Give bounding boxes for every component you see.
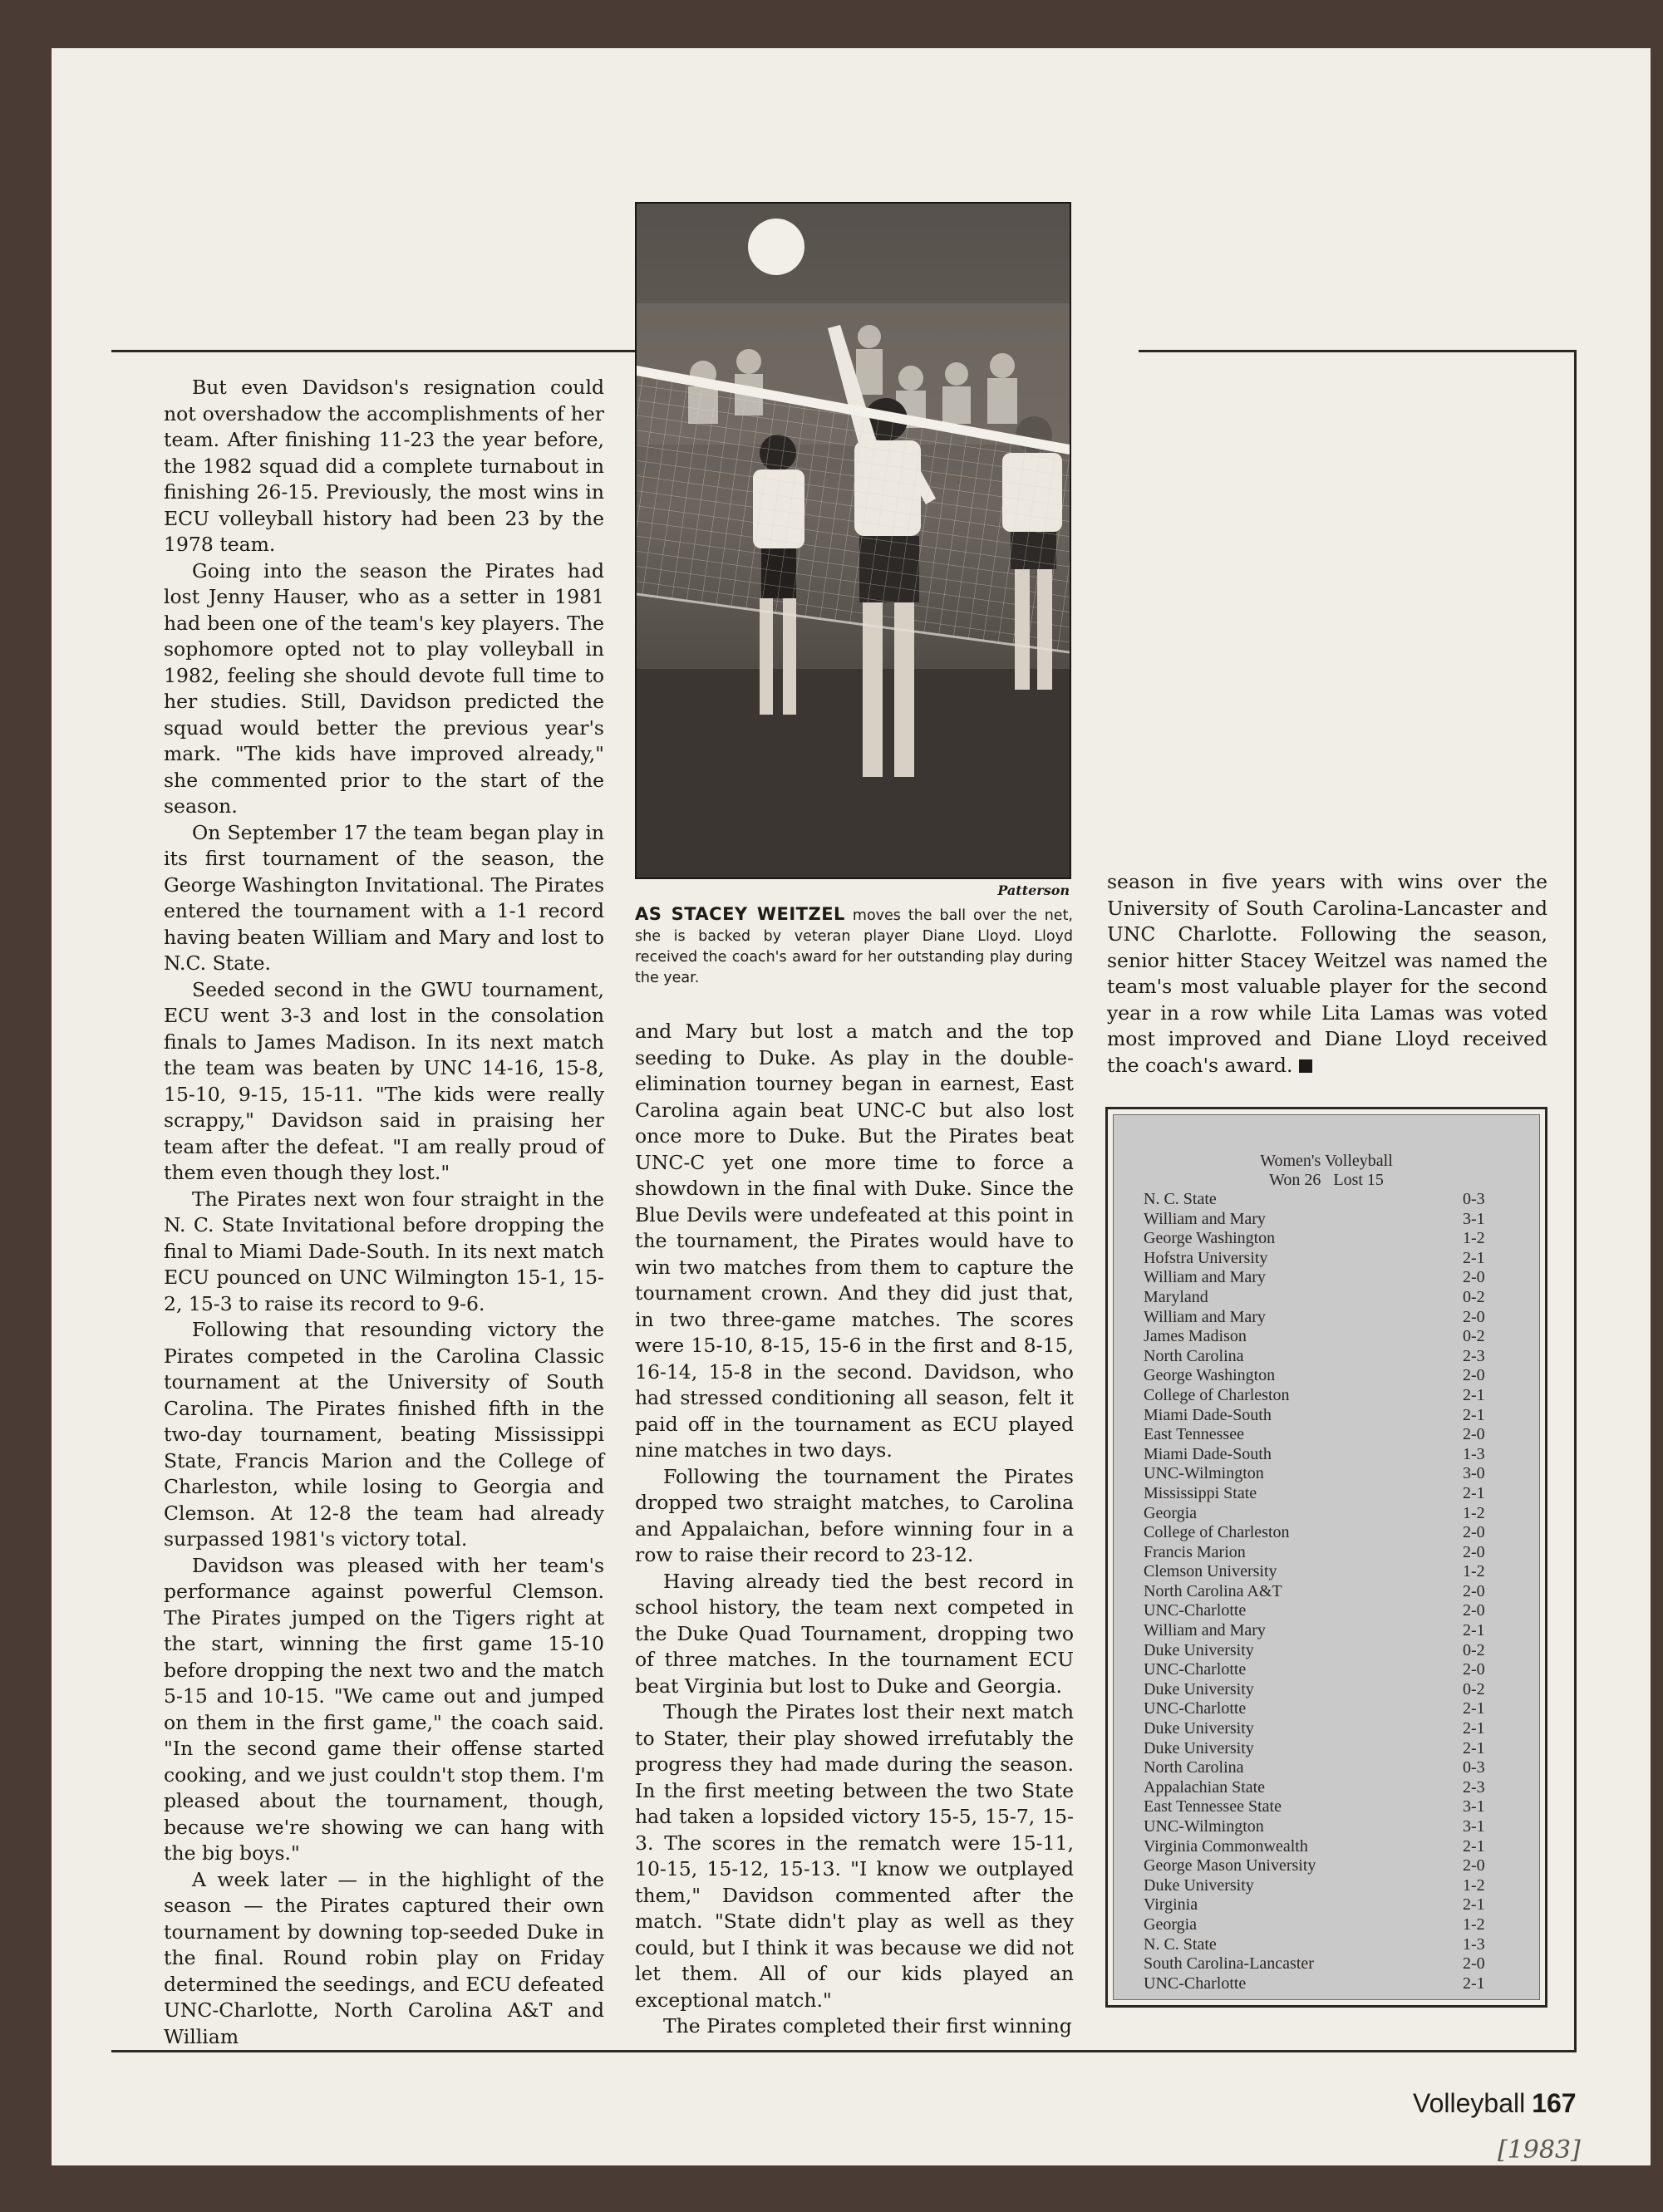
opponent-name: East Tennessee State (1144, 1797, 1282, 1816)
match-score: 0-2 (1463, 1287, 1485, 1306)
paragraph: The Pirates next won four straight in the N. C. State Invitational before dropping the final to Miami Dade-South. In its next match ECU pounced on UNC Wilmington 15-1, 15-2, 15-3 to raise its record to 9-6. (164, 1187, 604, 1315)
paragraph: Following the tournament the Pirates dropped two straight matches, to Carolina and Appalaichan, before winning four in a row to raise their record to 23-12. (635, 1464, 1074, 1566)
record-heading: Women's Volleyball (1260, 1152, 1393, 1170)
record-row (1144, 1699, 1513, 1719)
opponent-name: Mississippi State (1144, 1483, 1257, 1502)
opponent-name: College of Charleston (1144, 1523, 1290, 1542)
record-row (1144, 1543, 1513, 1563)
match-score: 2-3 (1463, 1777, 1485, 1797)
opponent-name: N. C. State (1144, 1190, 1217, 1208)
record-row (1144, 1268, 1513, 1288)
opponent-name: UNC-Charlotte (1144, 1974, 1247, 1993)
record-summary: Won 26 Lost 15 (1269, 1171, 1384, 1189)
opponent-name: Maryland (1144, 1287, 1208, 1306)
match-score: 2-0 (1463, 1581, 1485, 1600)
paragraph: A week later — in the highlight of the season — the Pirates captured their own tournament by downing top-seeded Duke in the final. Round robin play on Friday determined the seedings, and ECU defeated UNC-Charlotte, North Carolina A&T and William (164, 1867, 604, 2048)
record-row (1144, 1974, 1513, 1994)
record-row (1144, 1758, 1513, 1778)
paragraph: Davidson was pleased with her team's performance against powerful Clemson. The Pirates jumped on the Tigers right at the start, winning the first game 15-10 before dropping the next two and the match 5-15 and 10-15. "We came out and jumped on them in the first game," the coach said. "In the second game their offense started cooking, and we just couldn't stop them. I'm pleased about the tournament, though, because we're showing we can hang with the big boys." (164, 1553, 604, 1865)
opponent-name: UNC-Charlotte (1144, 1699, 1247, 1718)
match-score: 0-2 (1463, 1679, 1485, 1698)
record-row (1144, 1229, 1513, 1249)
caption-text: moves the ball over the net, she is backed by veteran player Diane Lloyd. Lloyd received the coach's award for her outstanding play during the year. (635, 907, 1073, 986)
match-score: 2-0 (1463, 1601, 1485, 1620)
record-row (1144, 1249, 1513, 1269)
match-score: 2-1 (1463, 1483, 1485, 1502)
end-mark-icon (1299, 1059, 1312, 1073)
page-number: 167 (1532, 2088, 1577, 2118)
record-row (1144, 1210, 1513, 1230)
match-score: 2-0 (1463, 1425, 1485, 1444)
paragraph: and Mary but lost a match and the top seeding to Duke. As play in the double-elimination tourney began in earnest, East Carolina again beat UNC-C but also lost once more to Duke. But the Pirates beat UNC-C yet one more time to force a showdown in the final with Duke. Since the Blue Devils were undefeated at this point in the tournament, the Pirates would have to win two matches from them to capture the tournament crown. And they did just that, in two three-game matches. The scores were 15-10, 8-15, 15-6 in the first and 8-15, 16-14, 15-8 in the second. Davidson, who had stressed conditioning all season, felt it paid off in the tournament as ECU played nine matches in two days. (635, 1020, 1074, 1462)
volleyball-photo (635, 202, 1071, 879)
match-score: 3-0 (1463, 1464, 1485, 1483)
opponent-name: George Washington (1144, 1366, 1276, 1385)
record-row (1144, 1817, 1513, 1837)
match-score: 1-2 (1463, 1503, 1485, 1522)
record-row (1144, 1876, 1513, 1896)
opponent-name: Duke University (1144, 1719, 1254, 1738)
record-row (1144, 1660, 1513, 1680)
record-row (1144, 1778, 1513, 1798)
record-row (1144, 1582, 1513, 1602)
record-row (1144, 1190, 1513, 1210)
opponent-name: N. C. State (1144, 1934, 1217, 1954)
record-row (1144, 1386, 1513, 1406)
record-row (1144, 1935, 1513, 1955)
match-score: 2-0 (1463, 1542, 1485, 1561)
opponent-name: Appalachian State (1144, 1777, 1266, 1797)
record-row (1144, 1327, 1513, 1347)
opponent-name: William and Mary (1144, 1307, 1266, 1326)
article-column-1 (164, 375, 604, 2050)
opponent-name: UNC-Wilmington (1144, 1464, 1264, 1483)
opponent-name: Duke University (1144, 1875, 1254, 1895)
record-row (1144, 1445, 1513, 1465)
match-score: 0-3 (1463, 1758, 1485, 1777)
match-score: 0-3 (1463, 1190, 1485, 1208)
opponent-name: Virginia (1144, 1895, 1198, 1915)
opponent-name: North Carolina (1144, 1758, 1244, 1777)
match-score: 2-0 (1463, 1307, 1485, 1326)
record-row (1144, 1308, 1513, 1328)
opponent-name: UNC-Charlotte (1144, 1660, 1247, 1679)
record-row (1144, 1895, 1513, 1915)
opponent-name: College of Charleston (1144, 1385, 1290, 1404)
page-footer (1413, 2088, 1577, 2119)
match-score: 3-1 (1463, 1209, 1485, 1228)
match-score: 2-1 (1463, 1248, 1485, 1267)
match-score: 2-1 (1463, 1974, 1485, 1993)
record-row (1144, 1366, 1513, 1386)
opponent-name: Georgia (1144, 1915, 1198, 1934)
handwritten-year: [1983] (1498, 2136, 1581, 2165)
section-name: Volleyball (1413, 2088, 1526, 2118)
match-score: 1-3 (1463, 1444, 1485, 1463)
paragraph (1107, 869, 1547, 1079)
magazine-page (52, 48, 1651, 2165)
opponent-name: Duke University (1144, 1738, 1254, 1757)
paragraph: The Pirates completed their first winning (663, 2014, 1072, 2037)
opponent-name: George Mason University (1144, 1856, 1316, 1875)
match-score: 2-1 (1463, 1836, 1485, 1856)
opponent-name: Francis Marion (1144, 1542, 1246, 1561)
match-score: 2-0 (1463, 1954, 1485, 1974)
record-row (1144, 1797, 1513, 1817)
match-score: 2-1 (1463, 1699, 1485, 1718)
record-row (1144, 1915, 1513, 1935)
record-list (1144, 1190, 1513, 1993)
record-panel (1113, 1114, 1540, 2000)
match-score: 2-0 (1463, 1268, 1485, 1287)
paragraph: Going into the season the Pirates had lost Jenny Hauser, who as a setter in 1981 had been one of the team's key players. The sophomore opted not to play volleyball in 1982, feeling she should devote full time to her studies. Still, Davidson predicted the squad would better the previous year's mark. "The kids have improved already," she commented prior to the start of the season. (164, 558, 604, 818)
paragraph: On September 17 the team began play in its first tournament of the season, the George Washington Invitational. The Pirates entered the tournament with a 1-1 record having beaten William and Mary and lost to N.C. State. (164, 820, 604, 975)
match-score: 1-2 (1463, 1915, 1485, 1934)
paragraph: Though the Pirates lost their next match to Stater, their play showed irrefutably the progress they had made during the season. In the first meeting between the two State had taken a lopsided victory 15-5, 15-7, 15-3. The scores in the rematch were 15-11, 10-15, 15-12, 15-13. "I know we outplayed them," Davidson commented after the match. "State didn't play as well as they could, but I think it was because we did not let them. All of our kids played an exceptional match." (635, 1700, 1074, 2012)
opponent-name: North Carolina A&T (1144, 1581, 1282, 1600)
opponent-name: North Carolina (1144, 1346, 1244, 1365)
opponent-name: William and Mary (1144, 1268, 1266, 1287)
match-score: 1-2 (1463, 1875, 1485, 1895)
match-score: 2-1 (1463, 1895, 1485, 1915)
record-row (1144, 1954, 1513, 1974)
opponent-name: Duke University (1144, 1640, 1254, 1659)
match-score: 3-1 (1463, 1817, 1485, 1836)
record-row (1144, 1347, 1513, 1367)
match-score: 3-1 (1463, 1797, 1485, 1816)
record-row (1144, 1680, 1513, 1700)
photo-caption (635, 904, 1073, 989)
closing-text: season in five years with wins over the University of South Carolina-Lancaster and UNC Charlotte. Following the season, senior hitter Stacey Weitzel was named the team's most valuable player for the second year in a row while Lita Lamas was voted most improved and Diane Lloyd received the coach's award. (1107, 870, 1547, 1077)
match-score: 0-2 (1463, 1640, 1485, 1659)
paragraph: Seeded second in the GWU tournament, ECU went 3-3 and lost in the consolation finals to James Madison. In its next match the team was beaten by UNC 14-16, 15-8, 15-10, 9-15, 15-11. "The kids were really scrappy," Davidson said in praising her team after the defeat. "I am really proud of them even though they lost." (164, 977, 604, 1184)
match-score: 2-3 (1463, 1346, 1485, 1365)
record-row (1144, 1837, 1513, 1857)
record-row (1144, 1601, 1513, 1621)
record-row (1144, 1621, 1513, 1641)
match-score: 1-3 (1463, 1934, 1485, 1954)
opponent-name: UNC-Wilmington (1144, 1817, 1264, 1836)
match-score: 0-2 (1463, 1327, 1485, 1346)
match-score: 2-0 (1463, 1856, 1485, 1875)
match-score: 2-1 (1463, 1738, 1485, 1757)
record-row (1144, 1719, 1513, 1739)
paragraph: But even Davidson's resignation could not overshadow the accomplishments of her team. After finishing 11-23 the year before, the 1982 squad did a complete turnabout in finishing 26-15. Previously, the most wins in ECU volleyball history had been 23 by the 1978 team. (164, 376, 604, 556)
opponent-name: South Carolina-Lancaster (1144, 1954, 1314, 1974)
match-score: 2-0 (1463, 1523, 1485, 1542)
record-row (1144, 1288, 1513, 1308)
match-score: 1-2 (1463, 1562, 1485, 1581)
opponent-name: Hofstra University (1144, 1248, 1268, 1267)
record-row (1144, 1562, 1513, 1582)
match-score: 1-2 (1463, 1229, 1485, 1248)
record-row (1144, 1484, 1513, 1504)
opponent-name: East Tennessee (1144, 1425, 1244, 1444)
match-score: 2-1 (1463, 1621, 1485, 1640)
opponent-name: UNC-Charlotte (1144, 1601, 1247, 1620)
paragraph: Following that resounding victory the Pirates competed in the Carolina Classic tournament at the University of South Carolina. The Pirates finished fifth in the two-day tournament, beating Mississippi State, Francis Marion and the College of Charleston, while losing to Georgia and Clemson. At 12-8 the team had already surpassed 1981's victory total. (164, 1318, 604, 1551)
match-score: 2-1 (1463, 1719, 1485, 1738)
record-row (1144, 1641, 1513, 1661)
photo-credit: Patterson (997, 882, 1070, 898)
article-column-2 (635, 1019, 1074, 2040)
opponent-name: Miami Dade-South (1144, 1405, 1272, 1424)
opponent-name: Clemson University (1144, 1562, 1277, 1581)
opponent-name: James Madison (1144, 1327, 1247, 1346)
paragraph: Having already tied the best record in school history, the team next competed in the Duke Quad Tournament, dropping two of three matches. In the tournament ECU beat Virginia but lost to Duke and Georgia. (635, 1569, 1074, 1698)
match-score: 2-1 (1463, 1405, 1485, 1424)
record-title (1114, 1152, 1539, 1190)
record-row (1144, 1856, 1513, 1876)
match-score: 2-0 (1463, 1660, 1485, 1679)
opponent-name: William and Mary (1144, 1621, 1266, 1640)
opponent-name: Virginia Commonwealth (1144, 1836, 1308, 1856)
opponent-name: Georgia (1144, 1503, 1198, 1522)
caption-lead: AS STACEY WEITZEL (635, 904, 845, 924)
record-row (1144, 1464, 1513, 1484)
opponent-name: William and Mary (1144, 1209, 1266, 1228)
match-score: 2-1 (1463, 1385, 1485, 1404)
opponent-name: Miami Dade-South (1144, 1444, 1272, 1463)
record-row (1144, 1406, 1513, 1426)
season-record-box (1105, 1107, 1547, 2008)
record-row (1144, 1739, 1513, 1759)
opponent-name: George Washington (1144, 1229, 1276, 1248)
record-row (1144, 1523, 1513, 1543)
record-row (1144, 1504, 1513, 1524)
record-row (1144, 1425, 1513, 1445)
match-score: 2-0 (1463, 1366, 1485, 1385)
article-column-3 (1107, 869, 1547, 1079)
opponent-name: Duke University (1144, 1679, 1254, 1698)
